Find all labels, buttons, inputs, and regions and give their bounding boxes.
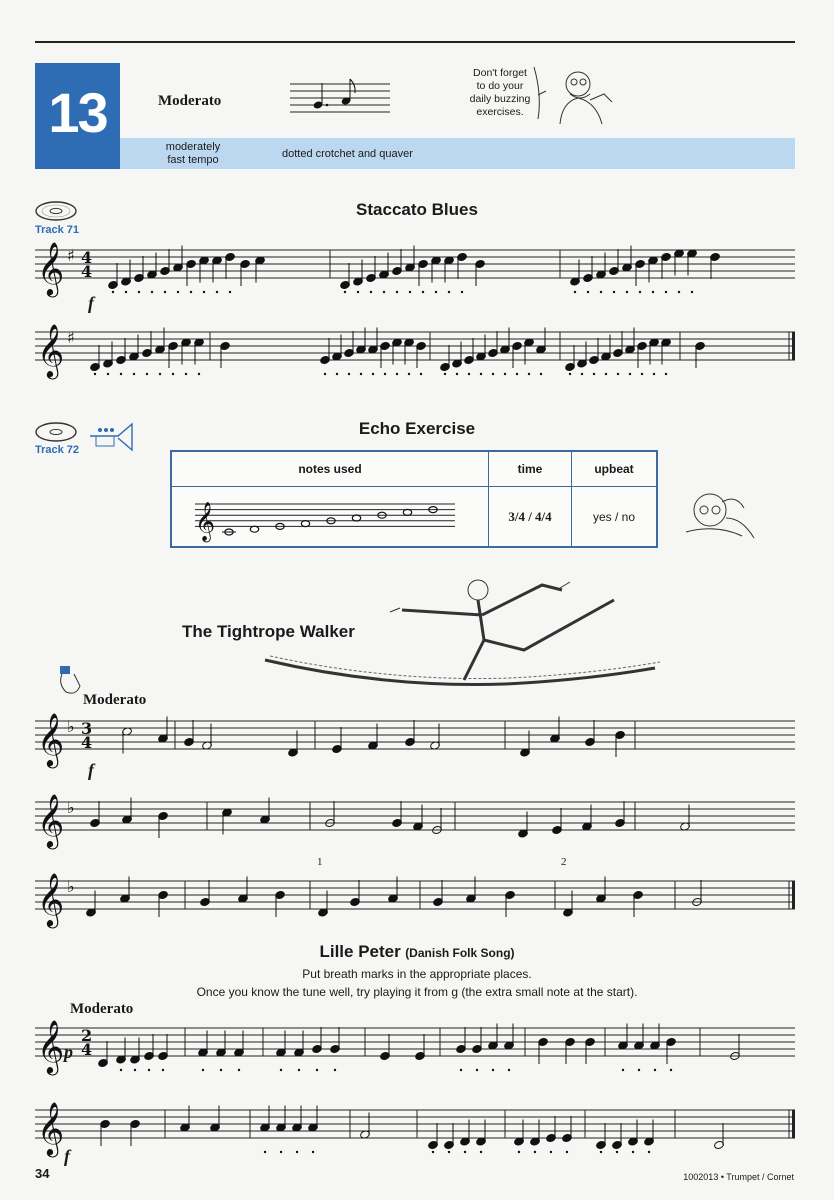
upbeat-options[interactable]: yes / no — [572, 487, 658, 548]
staccato-dot — [534, 1151, 536, 1153]
note-head — [403, 509, 411, 515]
dynamic-mark: f — [64, 1146, 70, 1166]
staccato-dot — [616, 1151, 618, 1153]
staccato-dot — [665, 373, 667, 375]
staccato-dot — [229, 291, 231, 293]
time-sig-top: 3 — [81, 719, 93, 738]
speech-bubble: Don't forget to do your daily buzzing exercises. — [469, 67, 531, 118]
instruction-line: Once you know the tune well, try playing it from g (the extra small note at the start). — [196, 985, 638, 999]
treble-clef: 𝄞 — [37, 241, 65, 295]
staccato-dot — [638, 1069, 640, 1071]
staccato-dot — [460, 1069, 462, 1071]
piece-title: The Tightrope Walker — [182, 622, 355, 641]
dynamic-mark: p — [64, 1042, 73, 1062]
staccato-dot — [238, 1069, 240, 1071]
staccato-dot — [632, 1151, 634, 1153]
staccato-dot — [409, 291, 411, 293]
staccato-dot — [641, 373, 643, 375]
staccato-dot — [653, 373, 655, 375]
staccato-dot — [574, 291, 576, 293]
music-staff — [35, 1101, 795, 1164]
staccato-dot — [508, 1069, 510, 1071]
staccato-dot — [216, 291, 218, 293]
tempo-meaning: moderately fast tempo — [165, 141, 221, 166]
time-sig-bottom: 4 — [81, 733, 93, 752]
staccato-dot — [432, 1151, 434, 1153]
staccato-dot — [593, 373, 595, 375]
staccato-dot — [600, 291, 602, 293]
staccato-dot — [422, 291, 424, 293]
notes-staff — [195, 490, 465, 540]
staccato-dot — [492, 373, 494, 375]
staccato-dot — [264, 1151, 266, 1153]
tempo-marking: Moderato — [83, 692, 147, 708]
staccato-dot — [456, 373, 458, 375]
staccato-dot — [587, 291, 589, 293]
staccato-dot — [492, 1069, 494, 1071]
staccato-dot — [336, 373, 338, 375]
treble-clef: 𝄞 — [37, 793, 65, 847]
staccato-dot — [550, 1151, 552, 1153]
staccato-dot — [626, 291, 628, 293]
note-head — [250, 526, 258, 532]
staccato-dot — [476, 1069, 478, 1071]
title-subtitle: (Danish Folk Song) — [405, 946, 515, 960]
staccato-dot — [566, 1151, 568, 1153]
staccato-dot — [516, 373, 518, 375]
staccato-dot — [444, 373, 446, 375]
treble-clef: 𝄞 — [37, 872, 65, 926]
treble-clef: 𝄞 — [37, 712, 65, 766]
header-notes-used: notes used — [171, 451, 489, 487]
cartoon-face-icon — [682, 488, 762, 544]
second-ending-label: 2 — [561, 856, 567, 868]
staccato-dot — [396, 291, 398, 293]
staccato-dot — [134, 1069, 136, 1071]
staccato-dot — [540, 373, 542, 375]
staccato-dot — [296, 1151, 298, 1153]
staccato-dot — [654, 1069, 656, 1071]
track-label: Track 71 — [35, 224, 80, 236]
music-staff — [35, 712, 795, 776]
header-time: time — [489, 451, 572, 487]
staccato-dot — [298, 1069, 300, 1071]
staccato-dot — [383, 291, 385, 293]
staccato-dot — [164, 291, 166, 293]
time-sig-top: 4 — [81, 248, 93, 267]
staccato-dot — [202, 1069, 204, 1071]
notes-used-cell — [171, 487, 489, 548]
staccato-dot — [448, 291, 450, 293]
staccato-dot — [203, 291, 205, 293]
staccato-dot — [461, 291, 463, 293]
dynamic-mark: f — [88, 293, 94, 313]
treble-clef: 𝄞 — [37, 1101, 65, 1155]
staccato-dot — [348, 373, 350, 375]
staccato-dot — [605, 373, 607, 375]
time-sig-top: 2 — [81, 1026, 93, 1045]
treble-clef: 𝄞 — [37, 323, 65, 377]
staccato-dot — [190, 291, 192, 293]
staccato-dot — [370, 291, 372, 293]
staccato-dot — [622, 1069, 624, 1071]
staccato-dot — [665, 291, 667, 293]
staccato-dot — [125, 291, 127, 293]
staccato-dot — [435, 291, 437, 293]
staccato-dot — [344, 291, 346, 293]
time-sig-bottom: 4 — [81, 1040, 93, 1059]
staccato-dot — [146, 373, 148, 375]
staccato-dot — [448, 1151, 450, 1153]
staccato-dot — [185, 373, 187, 375]
staccato-dot — [396, 373, 398, 375]
staccato-dot — [324, 373, 326, 375]
staccato-dot — [159, 373, 161, 375]
music-staff — [35, 793, 795, 857]
music-staff — [35, 1019, 795, 1082]
first-ending-label: 1 — [317, 856, 323, 868]
staccato-dot — [480, 1151, 482, 1153]
staccato-dot — [652, 291, 654, 293]
staccato-dot — [600, 1151, 602, 1153]
staccato-dot — [280, 1069, 282, 1071]
cartoon-teacher-icon — [550, 66, 620, 128]
staccato-dot — [151, 291, 153, 293]
music-staff — [35, 241, 795, 314]
note-head — [352, 515, 360, 521]
staccato-dot — [384, 373, 386, 375]
catalog-label: 1002013 • Trumpet / Cornet — [683, 1172, 794, 1182]
track-label: Track 72 — [35, 444, 80, 456]
staccato-dot — [316, 1069, 318, 1071]
instruction-line: Put breath marks in the appropriate places. — [302, 967, 532, 981]
staccato-dot — [94, 373, 96, 375]
treble-clef: 𝄞 — [195, 501, 216, 542]
staccato-dot — [162, 1069, 164, 1071]
piece-title: Staccato Blues — [356, 200, 478, 219]
staccato-dot — [420, 373, 422, 375]
staccato-dot — [639, 291, 641, 293]
staccato-dot — [468, 373, 470, 375]
key-signature: ♭ — [67, 877, 75, 896]
staccato-dot — [670, 1069, 672, 1071]
speech-bracket — [530, 65, 550, 125]
staccato-dot — [220, 1069, 222, 1071]
top-rule — [35, 41, 795, 43]
staccato-dot — [138, 291, 140, 293]
title-main: Lille Peter — [319, 942, 401, 961]
tempo-marking: Moderato — [70, 1001, 134, 1017]
staccato-dot — [133, 373, 135, 375]
staccato-dot — [480, 373, 482, 375]
key-signature: ♯ — [67, 246, 75, 265]
staccato-dot — [360, 373, 362, 375]
time-options[interactable]: 3/4 / 4/4 — [489, 487, 572, 548]
staccato-dot — [172, 373, 174, 375]
rhythm-example-staff — [290, 82, 390, 116]
staccato-dot — [334, 1069, 336, 1071]
header-upbeat: upbeat — [572, 451, 658, 487]
staccato-dot — [372, 373, 374, 375]
pointing-hand-icon — [56, 664, 84, 696]
staccato-dot — [107, 373, 109, 375]
piece-title — [0, 942, 834, 962]
staccato-dot — [357, 291, 359, 293]
staccato-dot — [408, 373, 410, 375]
staccato-dot — [617, 373, 619, 375]
time-sig-bottom: 4 — [81, 262, 93, 281]
key-signature: ♭ — [67, 717, 75, 736]
music-staff — [35, 872, 795, 936]
staccato-dot — [528, 373, 530, 375]
echo-table — [170, 450, 658, 548]
lesson-number: 13 — [35, 63, 120, 169]
staccato-dot — [581, 373, 583, 375]
note-head — [301, 521, 309, 527]
staccato-dot — [280, 1151, 282, 1153]
staccato-dot — [177, 291, 179, 293]
staccato-dot — [518, 1151, 520, 1153]
page-number: 34 — [35, 1166, 50, 1181]
rhythm-description: dotted crotchet and quaver — [282, 148, 413, 160]
staccato-dot — [148, 1069, 150, 1071]
staccato-dot — [691, 291, 693, 293]
staccato-dot — [648, 1151, 650, 1153]
staccato-dot — [569, 373, 571, 375]
key-signature: ♯ — [67, 328, 75, 347]
staccato-dot — [464, 1151, 466, 1153]
tempo-term: Moderato — [158, 93, 222, 109]
staccato-dot — [629, 373, 631, 375]
music-staff — [35, 323, 795, 396]
staccato-dot — [198, 373, 200, 375]
key-signature: ♭ — [67, 798, 75, 817]
staccato-dot — [120, 373, 122, 375]
staccato-dot — [112, 291, 114, 293]
staccato-dot — [504, 373, 506, 375]
staccato-dot — [678, 291, 680, 293]
staccato-dot — [312, 1151, 314, 1153]
staccato-dot — [120, 1069, 122, 1071]
treble-clef: 𝄞 — [37, 1019, 65, 1073]
dynamic-mark: f — [88, 760, 94, 780]
piece-title: Echo Exercise — [358, 419, 476, 438]
staccato-dot — [613, 291, 615, 293]
